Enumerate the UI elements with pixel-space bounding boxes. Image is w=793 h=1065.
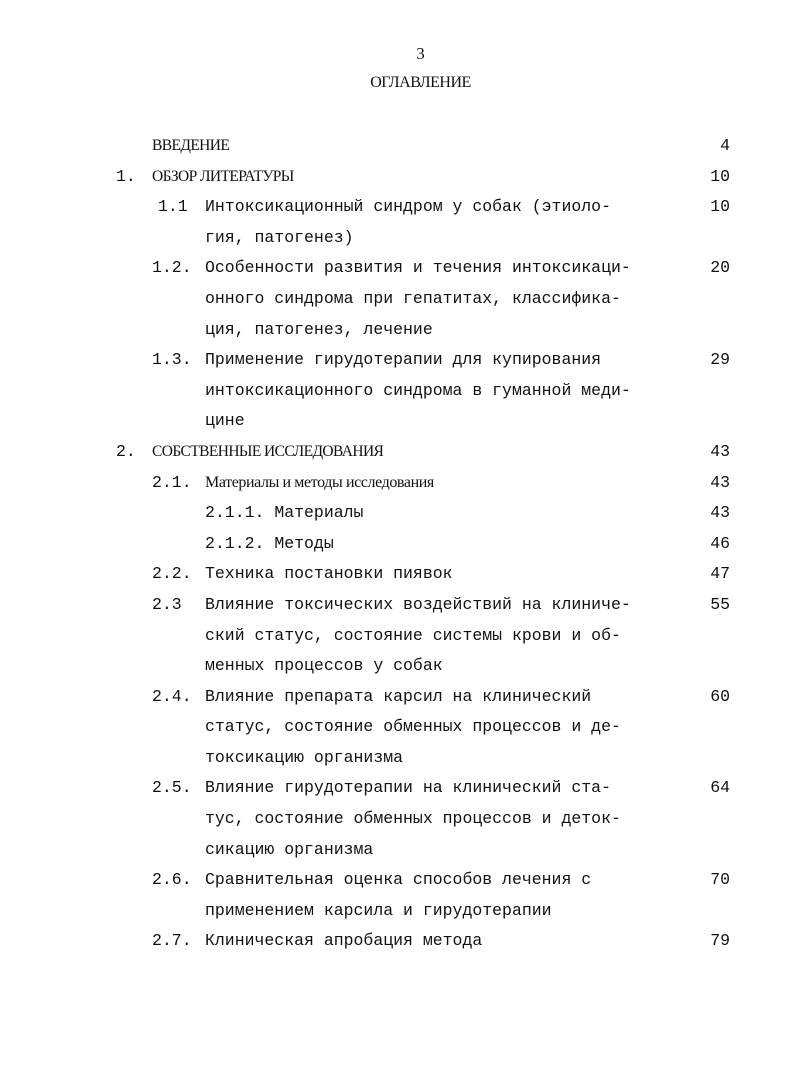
toc-entry-line: Интоксикационный синдром у собак (этиоло- bbox=[205, 197, 611, 217]
toc-entry-line: Сравнительная оценка способов лечения с bbox=[205, 870, 592, 890]
toc-entry-line: Влияние гирудотерапии на клинический ста- bbox=[205, 778, 611, 798]
toc-entry-page: 79 bbox=[710, 931, 730, 951]
toc-entry-1-2 bbox=[0, 253, 793, 284]
toc-entry-number: 1. bbox=[116, 166, 136, 186]
toc-entry-line: Применение гирудотерапии для купирования bbox=[205, 350, 602, 370]
toc-entry-2-3 bbox=[0, 590, 793, 621]
toc-entry-line: ский статус, состояние системы крови и об- bbox=[205, 625, 621, 645]
toc-entry-page: 10 bbox=[710, 197, 730, 217]
toc-entry-line: тус, состояние обменных процессов и деток- bbox=[205, 809, 621, 829]
toc-heading: ОГЛАВЛЕНИЕ bbox=[370, 74, 471, 91]
toc-entry-title: Методы bbox=[274, 533, 334, 553]
toc-entry-page: 43 bbox=[710, 472, 730, 492]
toc-entry-number: 1.2. bbox=[152, 258, 192, 278]
toc-entry-title: Материалы и методы исследования bbox=[205, 473, 434, 491]
toc-entry-number: 2.1.2. bbox=[205, 533, 265, 553]
toc-entry-1-3 bbox=[0, 345, 793, 376]
toc-entry-title: Клиническая апробация метода bbox=[205, 931, 483, 951]
toc-entry-line: сикацию организма bbox=[205, 839, 374, 859]
toc-entry-2-4-cont bbox=[0, 743, 793, 774]
toc-entry-2-2 bbox=[0, 559, 793, 590]
toc-entry-page: 20 bbox=[710, 258, 730, 278]
toc-entry-page: 70 bbox=[710, 870, 730, 890]
toc-entry-line: ция, патогенез, лечение bbox=[205, 319, 433, 339]
toc-entry-page: 43 bbox=[710, 441, 730, 461]
toc-entry-line: Влияние препарата карсил на клинический bbox=[205, 686, 592, 706]
toc-entry-1-2-cont bbox=[0, 315, 793, 346]
toc-entry-page: 29 bbox=[710, 350, 730, 370]
toc-entry-page: 55 bbox=[710, 594, 730, 614]
toc-entry-2-1 bbox=[0, 468, 793, 499]
toc-entry-title: ВВЕДЕНИЕ bbox=[152, 137, 230, 154]
toc-entry-1-3-cont bbox=[0, 406, 793, 437]
toc-entry-chapter-1 bbox=[0, 162, 793, 193]
toc-entry-title: Техника постановки пиявок bbox=[205, 564, 453, 584]
toc-entry-line: интоксикационного синдрома в гуманной меди- bbox=[205, 380, 631, 400]
toc-entry-number: 2.7. bbox=[152, 931, 192, 951]
toc-entry-line: токсикацию организма bbox=[205, 747, 404, 767]
page-number: 3 bbox=[416, 44, 425, 63]
toc-entry-line: гия, патогенез) bbox=[205, 227, 354, 247]
toc-entry-number: 1.3. bbox=[152, 350, 192, 370]
toc-entry-number: 2.3 bbox=[152, 594, 182, 614]
toc-entry-2-1-2 bbox=[0, 529, 793, 560]
toc-entry-page: 43 bbox=[710, 503, 730, 523]
toc-entry-line: Особенности развития и течения интоксикаци- bbox=[205, 258, 631, 278]
toc-entry-2-6-cont bbox=[0, 896, 793, 927]
toc-entry-number: 2.4. bbox=[152, 686, 192, 706]
toc-entry-title: ОБЗОР ЛИТЕРАТУРЫ bbox=[152, 167, 294, 185]
toc-entry-page: 10 bbox=[710, 166, 730, 186]
toc-entry-line: статус, состояние обменных процессов и де- bbox=[205, 717, 621, 737]
table-of-contents bbox=[0, 131, 793, 957]
toc-entry-1-3-cont bbox=[0, 376, 793, 407]
toc-entry-2-5 bbox=[0, 773, 793, 804]
toc-entry-page: 60 bbox=[710, 686, 730, 706]
toc-entry-line: онного синдрома при гепатитах, классифика- bbox=[205, 288, 621, 308]
toc-entry-line: применением карсила и гирудотерапии bbox=[205, 900, 552, 920]
toc-entry-title: СОБСТВЕННЫЕ ИССЛЕДОВАНИЯ bbox=[152, 442, 384, 460]
toc-entry-chapter-2 bbox=[0, 437, 793, 468]
toc-entry-line: менных процессов у собак bbox=[205, 656, 443, 676]
toc-entry-intro bbox=[0, 131, 793, 162]
toc-entry-2-5-cont bbox=[0, 804, 793, 835]
toc-entry-2-4-cont bbox=[0, 712, 793, 743]
toc-entry-2-3-cont bbox=[0, 621, 793, 652]
toc-entry-2-3-cont bbox=[0, 651, 793, 682]
toc-entry-number: 1.1 bbox=[158, 197, 188, 217]
toc-entry-number: 2.1.1. bbox=[205, 503, 265, 523]
toc-entry-page: 47 bbox=[710, 564, 730, 584]
toc-entry-2-5-cont bbox=[0, 835, 793, 866]
toc-entry-page: 64 bbox=[710, 778, 730, 798]
toc-entry-page: 4 bbox=[720, 136, 730, 155]
toc-entry-number: 2.6. bbox=[152, 870, 192, 890]
toc-entry-2-4 bbox=[0, 682, 793, 713]
toc-entry-number: 2.1. bbox=[152, 472, 192, 492]
toc-entry-2-1-1 bbox=[0, 498, 793, 529]
toc-entry-line bbox=[205, 498, 793, 529]
toc-entry-number: 2.2. bbox=[152, 564, 192, 584]
toc-entry-1-1-cont bbox=[0, 223, 793, 254]
toc-entry-number: 2.5. bbox=[152, 778, 192, 798]
toc-entry-line bbox=[205, 529, 793, 560]
toc-entry-line: Влияние токсических воздействий на клиниче- bbox=[205, 594, 631, 614]
toc-entry-line: цине bbox=[205, 411, 245, 431]
toc-entry-1-2-cont bbox=[0, 284, 793, 315]
toc-entry-number: 2. bbox=[116, 441, 136, 461]
toc-entry-1-1 bbox=[0, 192, 793, 223]
toc-entry-page: 46 bbox=[710, 533, 730, 553]
toc-entry-2-7 bbox=[0, 926, 793, 957]
toc-entry-title: Материалы bbox=[274, 503, 364, 523]
toc-entry-2-6 bbox=[0, 865, 793, 896]
